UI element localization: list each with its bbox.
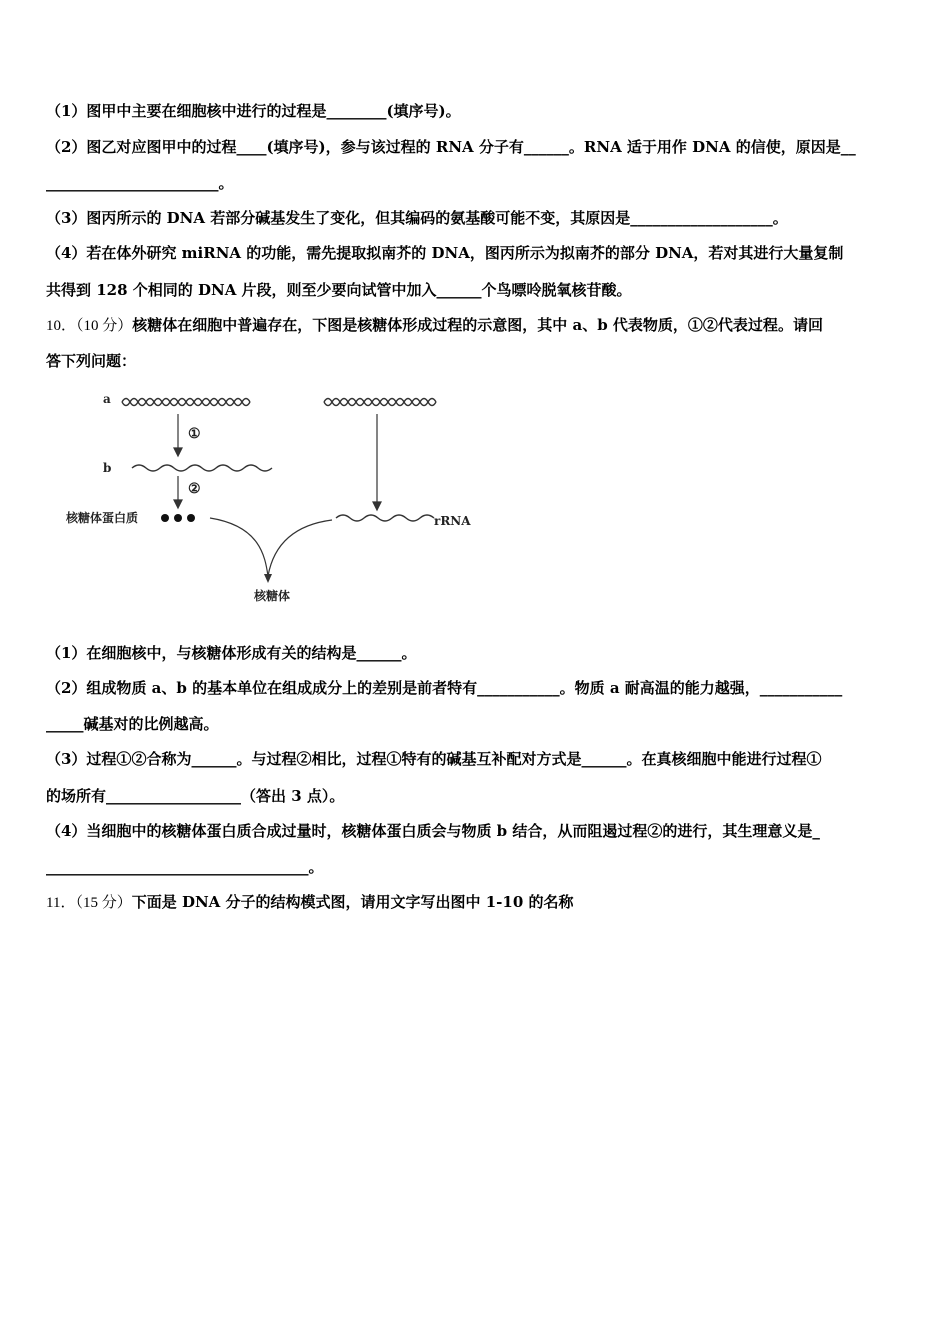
q9-part3: （3）图丙所示的 DNA 若部分碱基发生了变化，但其编码的氨基酸可能不变，其原因是___________________。	[46, 209, 788, 227]
label-step-1: ①	[188, 426, 201, 442]
label-ribosomal-protein: 核糖体蛋白质	[66, 511, 139, 525]
q9-part2-line1: （2）图乙对应图甲中的过程____(填序号)，参与该过程的 RNA 分子有______。RNA 适于用作 DNA 的信使，原因是__	[46, 138, 856, 156]
q10-score: （10 分）	[76, 318, 133, 334]
ribosome-formation-diagram	[60, 386, 480, 616]
q10-number: 10．	[46, 318, 77, 334]
q9-part4-line2: 共得到 128 个相同的 DNA 片段，则至少要向试管中加入______个鸟嘌呤脱氧核苷酸。	[46, 281, 632, 299]
label-a: a	[103, 392, 111, 406]
rrna-strand	[336, 515, 434, 521]
q10-part2-line1: （2）组成物质 a、b 的基本单位在组成成分上的差别是前者特有___________。物质 a 耐高温的能力越强，___________	[46, 679, 843, 697]
mrna-b	[132, 465, 272, 471]
q10-part4-line2: ___________________________________。	[46, 858, 324, 876]
dna-a-left	[122, 399, 250, 406]
ribosomal-protein-dots	[161, 514, 195, 522]
q10-part1: （1）在细胞核中，与核糖体形成有关的结构是______。	[46, 644, 417, 662]
q11-number: 11．	[46, 895, 76, 911]
q9-part4-line1: （4）若在体外研究 miRNA 的功能，需先提取拟南芥的 DNA，图丙所示为拟南芥的部分 DNA，若对其进行大量复制	[46, 244, 844, 262]
q10-part2-line2: _____碱基对的比例越高。	[46, 715, 219, 733]
label-rrna: rRNA	[434, 514, 471, 528]
arrow-step-1	[174, 414, 182, 456]
assembly-curves	[210, 518, 332, 576]
assembly-arrowhead	[264, 574, 272, 583]
arrow-step-2	[174, 476, 182, 508]
label-ribosome: 核糖体	[254, 589, 291, 603]
q10-part4-line1: （4）当细胞中的核糖体蛋白质合成过量时，核糖体蛋白质会与物质 b 结合，从而阻遏过程②的进行，其生理意义是_	[46, 822, 820, 840]
q10-part3-line1: （3）过程①②合称为______。与过程②相比，过程①特有的碱基互补配对方式是______。在真核细胞中能进行过程①	[46, 750, 822, 768]
label-b: b	[103, 461, 112, 475]
q11-stem-text: 下面是 DNA 分子的结构模式图，请用文字写出图中 1-10 的名称	[131, 893, 574, 911]
q11-stem	[46, 892, 574, 913]
q10-part3-line2: 的场所有__________________（答出 3 点）。	[46, 787, 345, 805]
q9-part2-line2: _______________________。	[46, 174, 234, 192]
label-step-2: ②	[188, 481, 201, 497]
q9-part1: （1）图甲中主要在细胞核中进行的过程是________(填序号)。	[46, 102, 461, 120]
q10-stem-line2: 答下列问题：	[46, 352, 137, 370]
q11-score: （15 分）	[75, 895, 132, 911]
q10-stem-line1	[46, 315, 823, 336]
arrow-transcription-rrna	[373, 414, 381, 510]
dna-right	[324, 399, 436, 406]
q10-stem-text: 核糖体在细胞中普遍存在，下图是核糖体形成过程的示意图，其中 a、b 代表物质，①②代表过程。请回	[132, 316, 823, 334]
